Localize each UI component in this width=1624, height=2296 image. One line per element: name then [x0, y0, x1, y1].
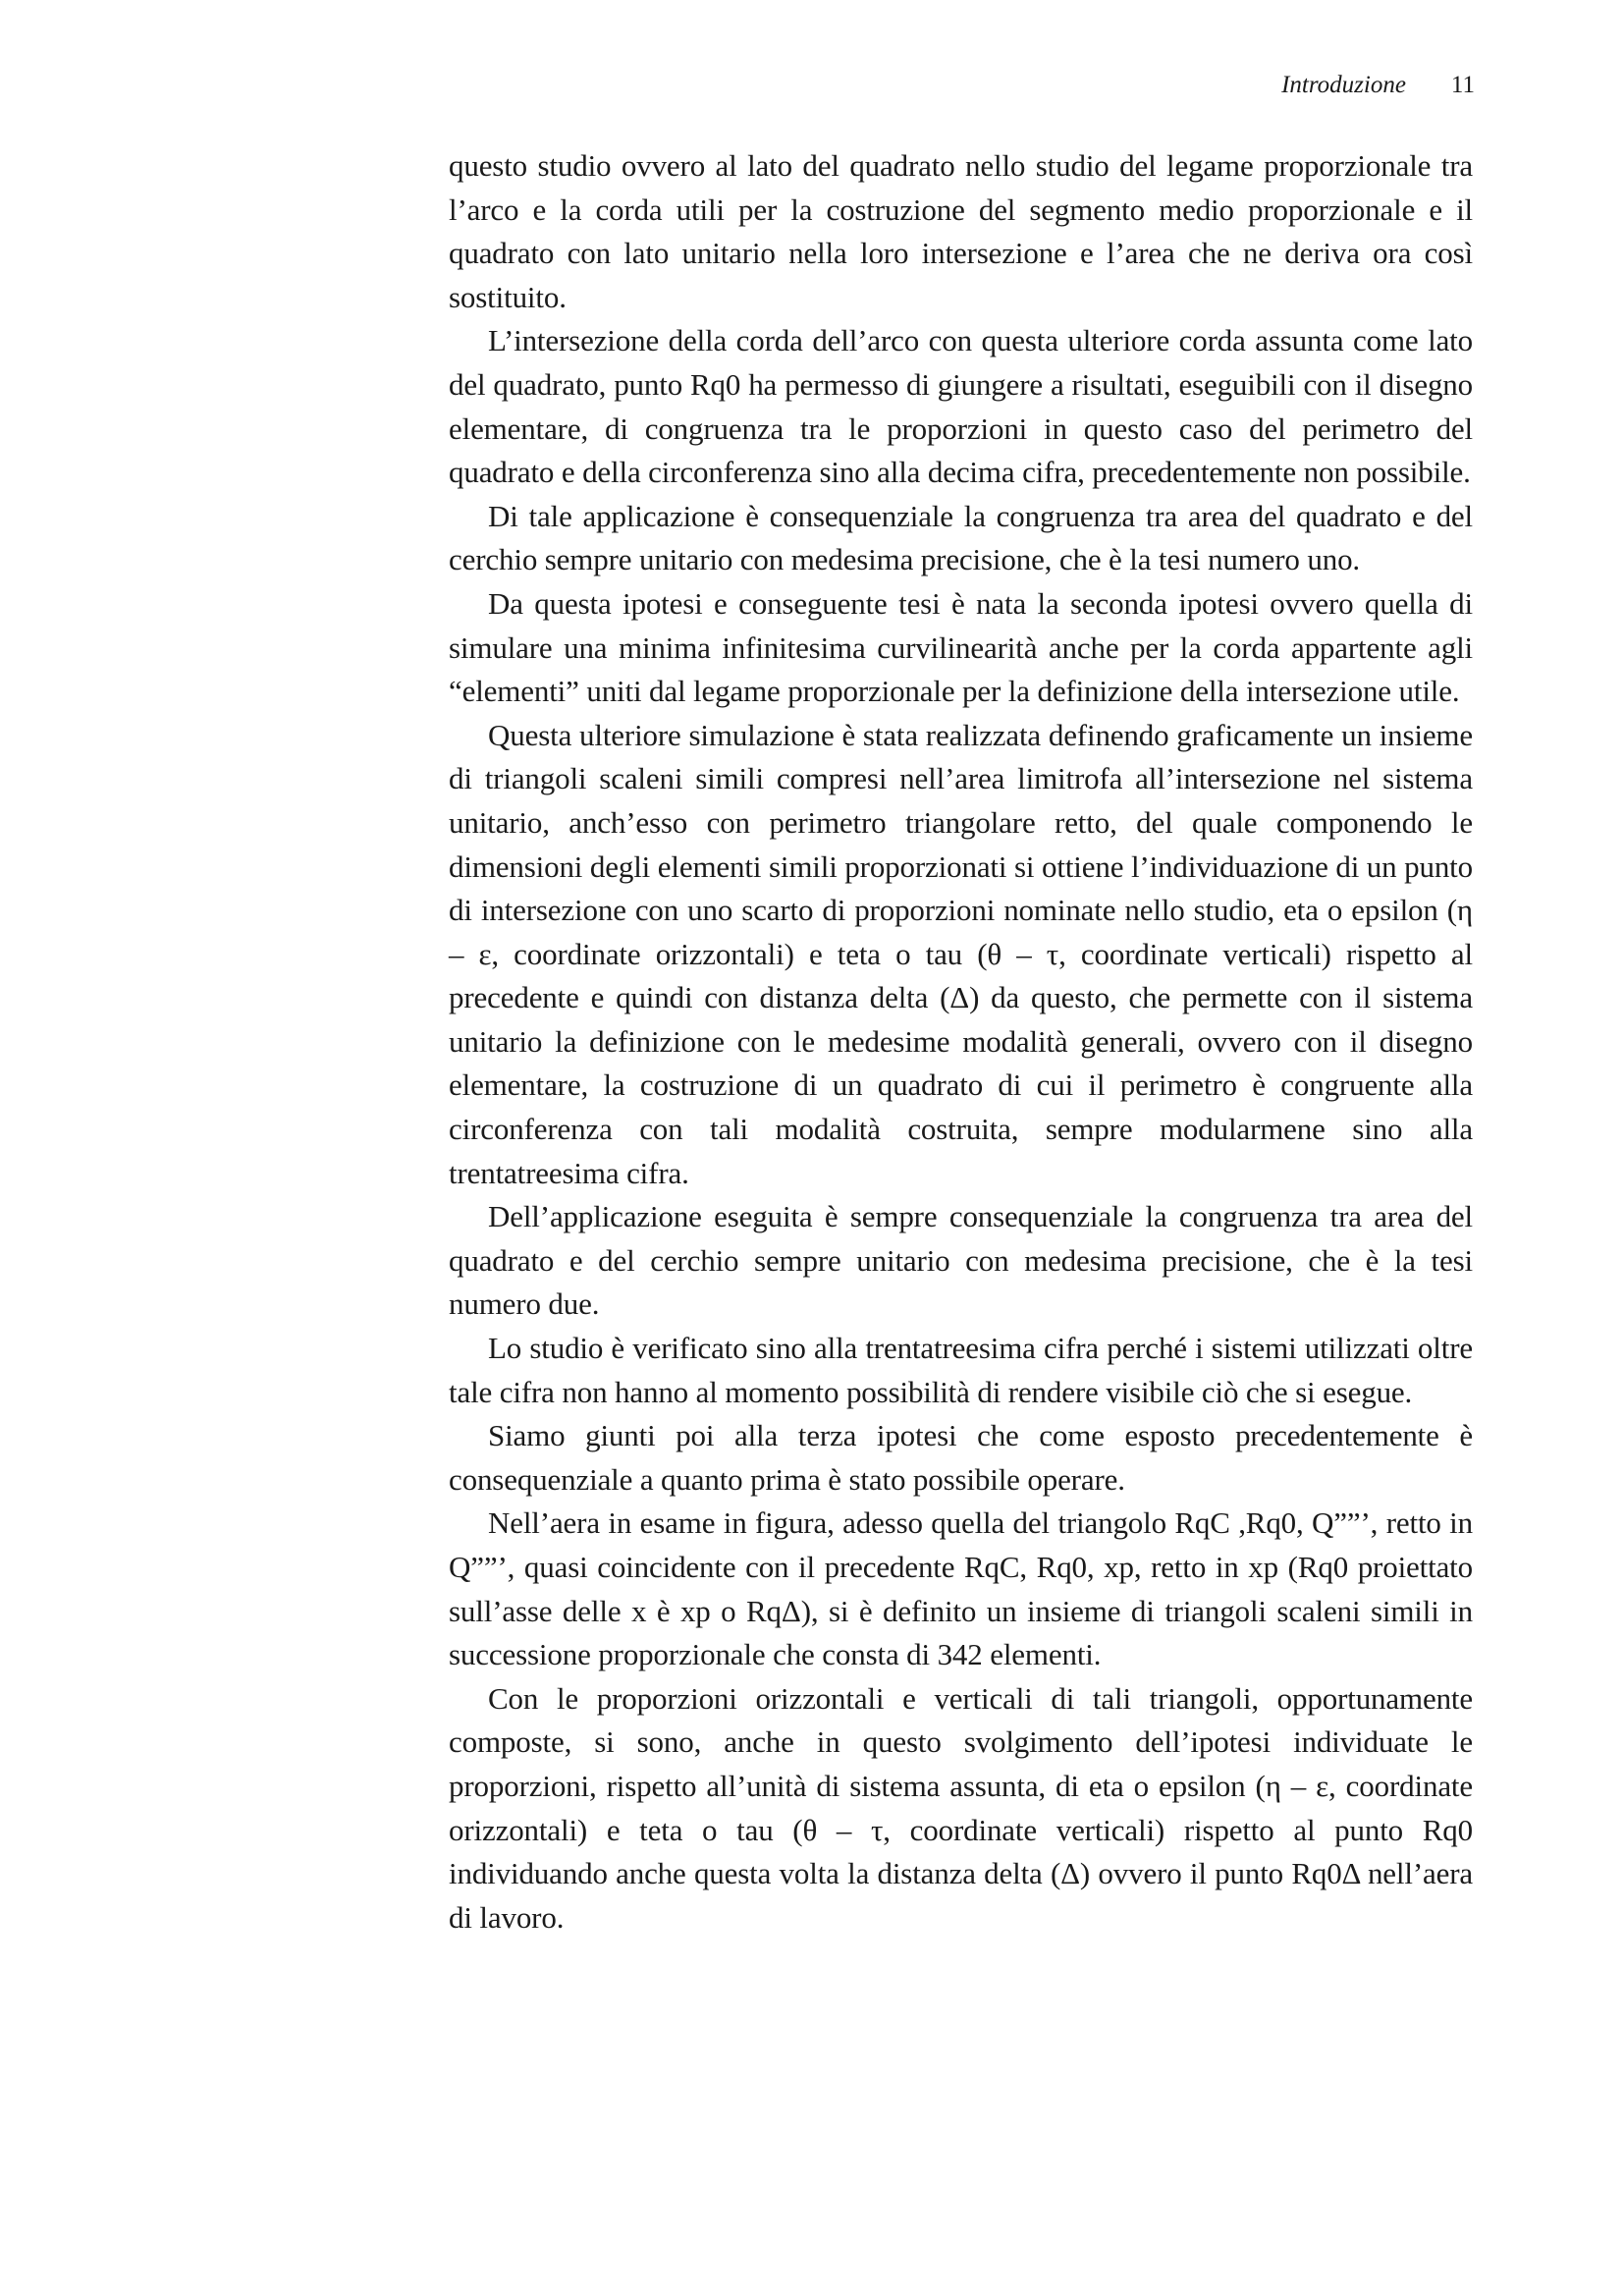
page-number: 11	[1450, 72, 1475, 98]
paragraph: Da questa ipotesi e conseguente tesi è nata la seconda ipotesi ovvero quella di simulare una minima infinitesima curvilinearità anche per la corda appartente agli “elementi” uniti dal legame proporzionale per la definizione della intersezione utile.	[449, 585, 1473, 709]
paragraph: L’intersezione della corda dell’arco con questa ulteriore corda assunta come lato del quadrato, punto Rq0 ha permesso di giungere a risultati, eseguibili con il disegno elementare, di congruenza tra le proporzioni in questo caso del perimetro del quadrato e della circonferenza sino alla decima cifra, precedentemente non possibile.	[449, 323, 1473, 490]
paragraph: Con le proporzioni orizzontali e verticali di tali triangoli, opportunamente composte, si sono, anche in questo svolgimento dell’ipotesi individuate le proporzioni, rispetto all’unità di sistema assunta, di eta o epsilon (η – ε, coordinate orizzontali) e teta o tau (θ – τ, coordinate verticali) rispetto al punto Rq0 individuando anche questa volta la distanza delta (Δ) ovvero il punto Rq0Δ nell’aera di lavoro.	[449, 1680, 1473, 1935]
paragraph: Lo studio è verificato sino alla trentatreesima cifra perché i sistemi utilizzati oltre tale cifra non hanno al momento possibilità di rendere visibile ciò che si esegue.	[449, 1331, 1473, 1409]
paragraph: Di tale applicazione è consequenziale la congruenza tra area del quadrato e del cerchio sempre unitario con medesima precisione, che è la tesi numero uno.	[449, 498, 1473, 577]
paragraph: Questa ulteriore simulazione è stata realizzata definendo graficamente un insieme di triangoli scaleni simili compresi nell’area limitrofa all’intersezione nel sistema unitario, anch’esso con perimetro triangolare retto, del quale componendo le dimensioni degli elementi simili proporzionati si ottiene l’individuazione di un punto di intersezione con uno scarto di proporzioni nominate nello studio, eta o epsilon (η – ε, coordinate orizzontali) e teta o tau (θ – τ, coordinate verticali) rispetto al precedente e quindi con distanza delta (Δ) da questo, che permette con il sistema unitario la definizione con le medesime modalità generali, ovvero con il disegno elementare, la costruzione di un quadrato di cui il perimetro è congruente alla circonferenza con tali modalità costruita, sempre modularmene sino alla trentatreesima cifra.	[449, 717, 1473, 1190]
running-header	[1281, 71, 1475, 100]
paragraph: Siamo giunti poi alla terza ipotesi che come esposto precedentemente è consequenziale a quanto prima è stato possibile operare.	[449, 1418, 1473, 1497]
running-header-section-title: Introduzione	[1281, 72, 1406, 98]
paragraph: Dell’applicazione eseguita è sempre consequenziale la congruenza tra area del quadrato e del cerchio sempre unitario con medesima precisione, che è la tesi numero due.	[449, 1199, 1473, 1322]
body-text	[449, 144, 1473, 1940]
paragraph: Nell’aera in esame in figura, adesso quella del triangolo RqC ,Rq0, Q””’, retto in Q””’, quasi coincidente con il precedente RqC, Rq0, xp, retto in xp (Rq0 proiettato sull’asse delle x è xp o RqΔ), si è definito un insieme di triangoli scaleni simili in successione proporzionale che consta di 342 elementi.	[449, 1505, 1473, 1672]
paragraph: questo studio ovvero al lato del quadrato nello studio del legame proporzionale tra l’arco e la corda utili per la costruzione del segmento medio proporzionale e il quadrato con lato unitario nella loro intersezione e l’area che ne deriva ora così sostituito.	[449, 148, 1473, 314]
